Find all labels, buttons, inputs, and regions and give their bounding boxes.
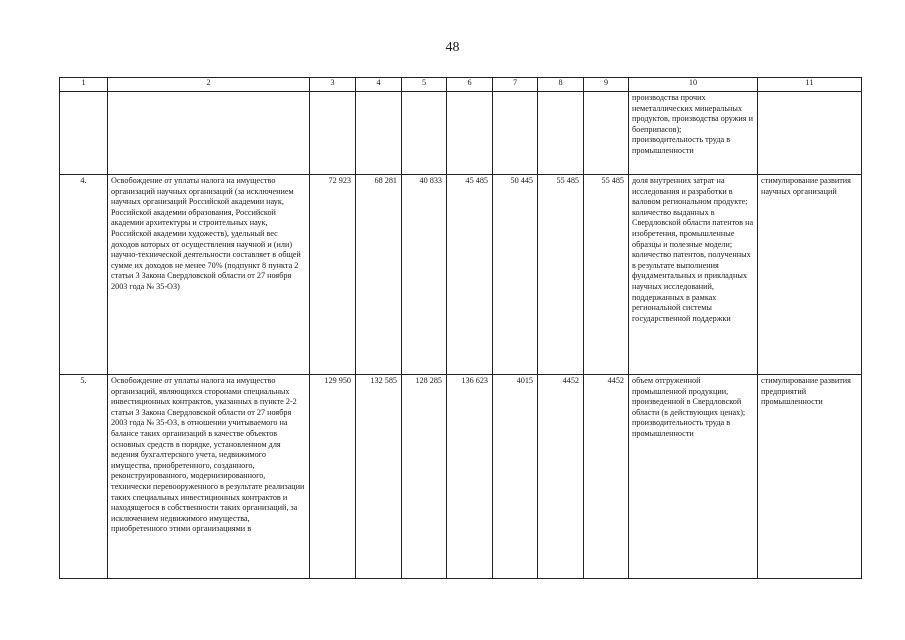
value-col-6 xyxy=(447,92,493,175)
value-col-6: 45 485 xyxy=(447,175,493,375)
value-col-7: 50 445 xyxy=(493,175,538,375)
column-header: 4 xyxy=(356,78,402,92)
tax-benefits-table xyxy=(59,77,862,579)
table-row xyxy=(60,92,862,175)
column-header: 8 xyxy=(538,78,584,92)
column-header: 6 xyxy=(447,78,493,92)
column-header: 3 xyxy=(310,78,356,92)
column-header: 5 xyxy=(402,78,447,92)
value-col-9: 4452 xyxy=(584,375,629,579)
column-header: 9 xyxy=(584,78,629,92)
value-col-4: 68 281 xyxy=(356,175,402,375)
value-col-9: 55 485 xyxy=(584,175,629,375)
row-index: 4. xyxy=(60,175,108,375)
benefit-description: Освобождение от уплаты налога на имущество организаций научных организаций (за исключением научных организаций Российской академии наук, Российской академии образования, Российской академии архитектуры и строительных наук, Российской академии художеств), удельный вес доходов которых от осуществления научной и (или) научно-технической деятельности составляет в общей сумме их доходов не менее 70% (подпункт 8 пункта 2 статьи 3 Закона Свердловской области от 27 ноября 2003 года № 35-ОЗ) xyxy=(108,175,310,375)
value-col-7: 4015 xyxy=(493,375,538,579)
column-header: 2 xyxy=(108,78,310,92)
value-col-4 xyxy=(356,92,402,175)
column-header: 10 xyxy=(629,78,758,92)
value-col-3: 129 950 xyxy=(310,375,356,579)
value-col-3 xyxy=(310,92,356,175)
column-number-row xyxy=(60,78,862,92)
value-col-3: 72 923 xyxy=(310,175,356,375)
value-col-5: 128 285 xyxy=(402,375,447,579)
indicator-text: доля внутренних затрат на исследования и разработки в валовом региональном продукте; количество выданных в Свердловской области патентов на изобретения, промышленные образцы и полезные модели; количество патентов, полученных в результате выполнения фундаментальных и прикладных научных исследований, поддержанных в рамках региональной системы государственной поддержки xyxy=(629,175,758,375)
value-col-7 xyxy=(493,92,538,175)
row-index: 5. xyxy=(60,375,108,579)
column-header: 1 xyxy=(60,78,108,92)
benefit-description xyxy=(108,92,310,175)
column-header: 7 xyxy=(493,78,538,92)
indicator-text: производства прочих неметаллических минеральных продуктов, производства оружия и боеприпасов); производительность труда в промышленности xyxy=(629,92,758,175)
value-col-8: 55 485 xyxy=(538,175,584,375)
table-row xyxy=(60,375,862,579)
value-col-6: 136 623 xyxy=(447,375,493,579)
value-col-9 xyxy=(584,92,629,175)
goal-text xyxy=(758,92,862,175)
goal-text: стимулирование развития предприятий промышленности xyxy=(758,375,862,579)
column-header: 11 xyxy=(758,78,862,92)
goal-text: стимулирование развития научных организаций xyxy=(758,175,862,375)
benefit-description: Освобождение от уплаты налога на имущество организаций, являющихся сторонами специальных инвестиционных контрактов, указанных в пункте 2-2 статьи 3 Закона Свердловской области от 27 ноября 2003 года № 35-ОЗ, в отношении учитываемого на балансе таких организаций в качестве объектов основных средств в порядке, установленном для ведения бухгалтерского учета, недвижимого имущества, приобретенного, созданного, реконструированного, модернизированного, технически перевооруженного в результате реализации таких специальных инвестиционных контрактов и находящегося в собственности таких организаций, за исключением недвижимого имущества, приобретенного этими организациями в xyxy=(108,375,310,579)
value-col-5 xyxy=(402,92,447,175)
value-col-8 xyxy=(538,92,584,175)
row-index xyxy=(60,92,108,175)
page-number: 48 xyxy=(445,40,460,55)
indicator-text: объем отгруженной промышленной продукции, произведенной в Свердловской области (в действующих ценах); производительность труда в промышленности xyxy=(629,375,758,579)
value-col-8: 4452 xyxy=(538,375,584,579)
value-col-5: 40 833 xyxy=(402,175,447,375)
value-col-4: 132 585 xyxy=(356,375,402,579)
table-row xyxy=(60,175,862,375)
